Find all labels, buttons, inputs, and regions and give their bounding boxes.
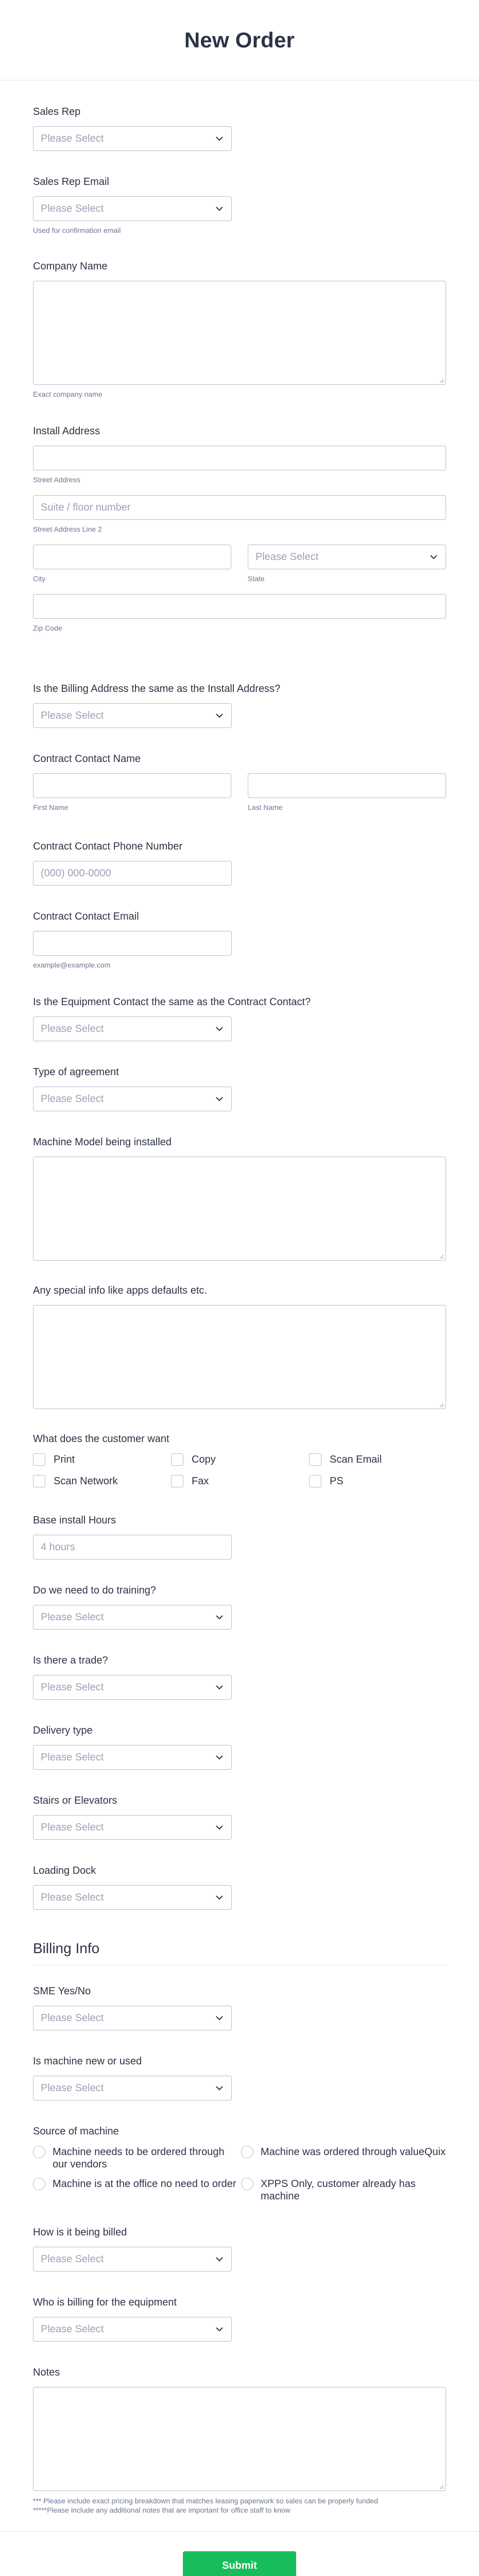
notes-textarea[interactable]	[33, 2387, 446, 2491]
select-placeholder: Please Select	[41, 1751, 104, 1763]
field-sublabel: City	[33, 574, 46, 583]
select-placeholder: Please Select	[41, 709, 104, 721]
field-label: Install Address	[33, 426, 100, 437]
agreement-type-select[interactable]	[33, 1087, 232, 1111]
name-row	[33, 773, 446, 811]
select-placeholder: Please Select	[41, 132, 104, 144]
last-name-input[interactable]	[248, 773, 446, 798]
billing-same-select[interactable]	[33, 703, 232, 728]
company-name-textarea[interactable]	[33, 281, 446, 385]
machine-model-textarea[interactable]	[33, 1157, 446, 1261]
select-placeholder: Please Select	[41, 1093, 104, 1105]
field-label: Contract Contact Name	[33, 753, 141, 765]
how-billed-field	[33, 2227, 232, 2272]
option-label: Scan Network	[54, 1475, 118, 1487]
checkbox-option[interactable]	[33, 1453, 171, 1466]
street-address-input[interactable]	[33, 446, 446, 470]
field-sublabel: Exact company name	[33, 390, 102, 398]
chevron-down-icon	[215, 1024, 224, 1033]
field-sublabel: State	[248, 574, 265, 583]
form-footer	[0, 2531, 479, 2576]
notes-line: *** Please include exact pricing breakdown that matches leasing paperwork so sales can be properly funded	[33, 2497, 379, 2505]
notes-sublabel	[33, 2496, 446, 2515]
sales-rep-email-field	[33, 176, 232, 234]
select-placeholder: Please Select	[41, 1681, 104, 1693]
delivery-type-select[interactable]	[33, 1745, 232, 1770]
field-label: Any special info like apps defaults etc.	[33, 1285, 207, 1296]
field-label: Do we need to do training?	[33, 1585, 157, 1596]
field-label: Base install Hours	[33, 1515, 116, 1526]
source-machine-field	[33, 2126, 446, 2202]
field-label: Sales Rep	[33, 106, 81, 117]
option-label: Print	[54, 1453, 75, 1465]
chevron-down-icon	[215, 1893, 224, 1902]
checkbox[interactable]	[309, 1475, 321, 1487]
contract-contact-email-field	[33, 911, 232, 969]
street-address-line2-input[interactable]	[33, 495, 446, 520]
customer-want-field	[33, 1433, 447, 1487]
radio-option[interactable]	[33, 2178, 241, 2202]
chevron-down-icon	[215, 134, 224, 143]
field-sublabel: example@example.com	[33, 961, 111, 969]
city-state-row	[33, 545, 446, 583]
option-label: Machine needs to be ordered through our vendors	[53, 2146, 225, 2170]
checkbox[interactable]	[171, 1475, 183, 1487]
chevron-down-icon	[215, 1823, 224, 1832]
field-sublabel: First Name	[33, 803, 69, 811]
who-billing-field	[33, 2297, 232, 2342]
contract-contact-name-field	[33, 753, 446, 811]
select-placeholder: Please Select	[255, 551, 319, 563]
field-sublabel: Zip Code	[33, 624, 62, 632]
checkbox-option[interactable]	[171, 1475, 309, 1487]
first-name-input[interactable]	[33, 773, 231, 798]
checkbox-option[interactable]	[309, 1475, 447, 1487]
sales-rep-email-select[interactable]	[33, 196, 232, 221]
checkbox-option[interactable]	[33, 1475, 171, 1487]
billing-info-section	[33, 1940, 446, 1965]
who-billing-select[interactable]	[33, 2317, 232, 2342]
stairs-select[interactable]	[33, 1815, 232, 1840]
section-title: Billing Info	[33, 1940, 100, 1956]
resize-grip-icon[interactable]	[438, 2483, 444, 2489]
radio-option[interactable]	[241, 2178, 446, 2202]
select-placeholder: Please Select	[41, 1611, 104, 1623]
machine-new-used-select[interactable]	[33, 2076, 232, 2100]
option-label: Scan Email	[330, 1453, 382, 1465]
email-input[interactable]	[33, 931, 232, 956]
select-placeholder: Please Select	[41, 2323, 104, 2335]
checkbox[interactable]	[171, 1453, 183, 1466]
billing-same-field	[33, 683, 280, 728]
resize-grip-icon[interactable]	[438, 377, 444, 383]
select-placeholder: Please Select	[41, 202, 104, 214]
select-placeholder: Please Select	[41, 2012, 104, 2024]
stairs-field	[33, 1795, 232, 1840]
chevron-down-icon	[215, 711, 224, 720]
special-info-textarea[interactable]	[33, 1305, 446, 1409]
field-sublabel: Street Address Line 2	[33, 525, 102, 533]
field-sublabel: Used for confirmation email	[33, 226, 121, 234]
field-label: Contract Contact Phone Number	[33, 841, 183, 852]
input-placeholder: Suite / floor number	[41, 501, 131, 513]
field-label: Is the Billing Address the same as the Install Address?	[33, 683, 281, 694]
training-select[interactable]	[33, 1605, 232, 1630]
machine-new-used-field	[33, 2056, 232, 2100]
field-label: What does the customer want	[33, 1433, 169, 1445]
field-label: How is it being billed	[33, 2227, 127, 2238]
form-header	[0, 0, 479, 80]
field-label: Company Name	[33, 261, 108, 272]
option-label: XPPS Only, customer already has machine	[261, 2178, 416, 2202]
company-name-field	[33, 261, 446, 398]
equipment-contact-select[interactable]	[33, 1016, 232, 1041]
trade-select[interactable]	[33, 1675, 232, 1700]
submit-button[interactable]: Submit	[183, 2551, 296, 2576]
option-label: Machine is at the office no need to order	[53, 2178, 236, 2190]
sales-rep-field	[33, 106, 232, 151]
field-label: Loading Dock	[33, 1865, 96, 1876]
field-label: Contract Contact Email	[33, 911, 139, 922]
machine-model-field	[33, 1137, 446, 1261]
equipment-contact-field	[33, 996, 311, 1041]
how-billed-select[interactable]	[33, 2247, 232, 2272]
checkbox-option[interactable]	[309, 1453, 447, 1466]
training-field	[33, 1585, 232, 1630]
field-sublabel: Last Name	[248, 803, 283, 811]
agreement-type-field	[33, 1066, 232, 1111]
checkbox-group	[33, 1453, 447, 1487]
sme-field	[33, 1986, 232, 2030]
zip-code-input[interactable]	[33, 594, 446, 619]
select-placeholder: Please Select	[41, 2253, 104, 2265]
page-title: New Order	[184, 27, 295, 52]
radio-group	[33, 2146, 446, 2202]
option-label: Fax	[192, 1475, 209, 1487]
resize-grip-icon[interactable]	[438, 1252, 444, 1259]
select-placeholder: Please Select	[41, 1821, 104, 1833]
chevron-down-icon	[215, 2083, 224, 2093]
chevron-down-icon	[215, 204, 224, 213]
chevron-down-icon	[215, 2255, 224, 2264]
chevron-down-icon	[215, 2013, 224, 2023]
field-label: Notes	[33, 2367, 60, 2378]
select-placeholder: Please Select	[41, 2082, 104, 2094]
field-label: Who is billing for the equipment	[33, 2297, 177, 2308]
loading-dock-select[interactable]	[33, 1885, 232, 1910]
option-label: PS	[330, 1475, 344, 1487]
select-placeholder: Please Select	[41, 1023, 104, 1035]
radio-option[interactable]	[241, 2146, 446, 2171]
state-select[interactable]	[248, 545, 446, 569]
checkbox-option[interactable]	[171, 1453, 309, 1466]
field-label: Stairs or Elevators	[33, 1795, 117, 1806]
field-label: Delivery type	[33, 1725, 93, 1736]
checkbox[interactable]	[33, 1453, 45, 1466]
field-label: SME Yes/No	[33, 1986, 91, 1997]
checkbox[interactable]	[309, 1453, 321, 1466]
base-hours-input[interactable]	[33, 1535, 232, 1560]
install-address-field	[33, 426, 446, 632]
city-input[interactable]	[33, 545, 231, 569]
notes-line: *****Please include any additional notes that are important for office staff to know	[33, 2506, 290, 2514]
contract-contact-phone-field	[33, 841, 232, 886]
delivery-type-field	[33, 1725, 232, 1770]
chevron-down-icon	[429, 552, 438, 562]
field-label: Machine Model being installed	[33, 1137, 172, 1148]
sales-rep-select[interactable]	[33, 126, 232, 151]
select-placeholder: Please Select	[41, 1891, 104, 1903]
trade-field	[33, 1655, 232, 1700]
radio-option[interactable]	[33, 2146, 241, 2171]
option-label: Machine was ordered through valueQuix	[261, 2146, 446, 2158]
special-info-field	[33, 1285, 446, 1409]
chevron-down-icon	[215, 2325, 224, 2334]
input-placeholder: (000) 000-0000	[41, 867, 111, 879]
field-label: Is there a trade?	[33, 1655, 108, 1666]
loading-dock-field	[33, 1865, 232, 1910]
field-label: Sales Rep Email	[33, 176, 109, 188]
input-placeholder: 4 hours	[41, 1541, 75, 1553]
radio-button[interactable]	[241, 2146, 253, 2158]
radio-button[interactable]	[33, 2178, 45, 2190]
field-sublabel: Street Address	[33, 476, 80, 484]
chevron-down-icon	[215, 1753, 224, 1762]
notes-field	[33, 2367, 446, 2515]
phone-input[interactable]	[33, 861, 232, 886]
option-label: Copy	[192, 1453, 216, 1465]
radio-button[interactable]	[33, 2146, 45, 2158]
field-label: Is the Equipment Contact the same as the Contract Contact?	[33, 996, 311, 1008]
resize-grip-icon[interactable]	[438, 1401, 444, 1407]
chevron-down-icon	[215, 1613, 224, 1622]
checkbox[interactable]	[33, 1475, 45, 1487]
radio-button[interactable]	[241, 2178, 253, 2190]
field-label: Source of machine	[33, 2126, 119, 2137]
base-install-hours-field	[33, 1515, 232, 1560]
field-label: Type of agreement	[33, 1066, 119, 1078]
chevron-down-icon	[215, 1683, 224, 1692]
field-label: Is machine new or used	[33, 2056, 142, 2067]
chevron-down-icon	[215, 1094, 224, 1104]
sme-select[interactable]	[33, 2006, 232, 2030]
